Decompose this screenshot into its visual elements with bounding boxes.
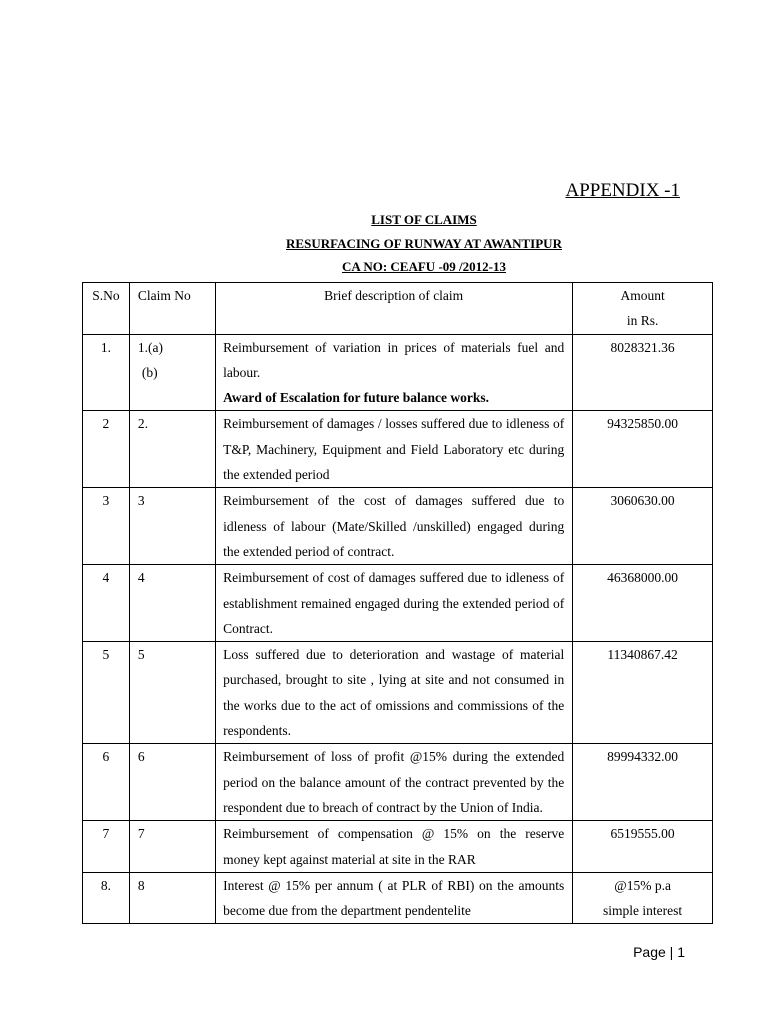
table-header-row — [83, 283, 713, 335]
row-description: Reimbursement of cost of damages suffered due to idleness of establishment remained engaged during the extended period of Contract. — [216, 565, 573, 642]
table-row — [83, 565, 713, 642]
row-sno: 3 — [83, 488, 130, 565]
table-row — [83, 872, 713, 924]
row-sno: 7 — [83, 821, 130, 873]
row-description-main: Reimbursement of variation in prices of materials fuel and labour. — [223, 339, 565, 380]
row-claim-no-main: 1.(a) — [137, 339, 163, 355]
row-description: Reimbursement of the cost of damages suffered due to idleness of labour (Mate/Skilled /unskilled) engaged during the extended period of contract. — [216, 488, 573, 565]
row-amount-line2: simple interest — [603, 903, 683, 919]
table-row — [83, 334, 713, 411]
header-claim-no: Claim No — [129, 283, 215, 335]
project-heading: RESURFACING OF RUNWAY AT AWANTIPUR — [286, 236, 562, 251]
row-amount-line1: @15% p.a — [614, 877, 671, 893]
row-claim-no: 6 — [129, 744, 215, 821]
row-description: Reimbursement of loss of profit @15% during the extended period on the balance amount of the contract prevented by the respondent due to breach of contract by the Union of India. — [216, 744, 573, 821]
row-amount — [573, 872, 713, 924]
row-description — [216, 334, 573, 411]
page-number: Page | 1 — [633, 944, 685, 960]
row-claim-no-sub: (b) — [141, 364, 158, 380]
row-claim-no: 3 — [129, 488, 215, 565]
list-of-claims-heading: LIST OF CLAIMS — [371, 212, 477, 227]
claims-table — [82, 282, 713, 924]
row-amount: 89994332.00 — [573, 744, 713, 821]
row-amount: 94325850.00 — [573, 411, 713, 488]
row-sno: 4 — [83, 565, 130, 642]
row-sno: 6 — [83, 744, 130, 821]
row-amount: 6519555.00 — [573, 821, 713, 873]
row-claim-no: 7 — [129, 821, 215, 873]
row-sno: 8. — [83, 872, 130, 924]
table-row — [83, 821, 713, 873]
row-description-sub: Award of Escalation for future balance works. — [223, 390, 489, 406]
row-claim-no — [129, 334, 215, 411]
table-row — [83, 744, 713, 821]
appendix-title: APPENDIX -1 — [565, 180, 680, 201]
header-description: Brief description of claim — [216, 283, 573, 335]
row-amount: 11340867.42 — [573, 642, 713, 744]
table-row — [83, 488, 713, 565]
row-amount: 8028321.36 — [573, 334, 713, 411]
row-sno: 1. — [83, 334, 130, 411]
row-description: Reimbursement of compensation @ 15% on the reserve money kept against material at site in the RAR — [216, 821, 573, 873]
row-claim-no: 8 — [129, 872, 215, 924]
header-amount-line2: in Rs. — [626, 313, 659, 329]
ca-number-heading: CA NO: CEAFU -09 /2012-13 — [342, 259, 506, 274]
header-sno: S.No — [83, 283, 130, 335]
row-claim-no: 4 — [129, 565, 215, 642]
row-sno: 2 — [83, 411, 130, 488]
row-description: Interest @ 15% per annum ( at PLR of RBI) on the amounts become due from the department pendentelite — [216, 872, 573, 924]
row-claim-no: 2. — [129, 411, 215, 488]
row-claim-no: 5 — [129, 642, 215, 744]
row-amount: 46368000.00 — [573, 565, 713, 642]
table-row — [83, 411, 713, 488]
header-amount — [573, 283, 713, 335]
row-amount: 3060630.00 — [573, 488, 713, 565]
table-row — [83, 642, 713, 744]
row-description: Reimbursement of damages / losses suffered due to idleness of T&P, Machinery, Equipment and Field Laboratory etc during the extended period — [216, 411, 573, 488]
row-description: Loss suffered due to deterioration and wastage of material purchased, brought to site , lying at site and not consumed in the works due to the act of omissions and commissions of the respondents. — [216, 642, 573, 744]
header-amount-line1: Amount — [620, 288, 665, 303]
row-sno: 5 — [83, 642, 130, 744]
